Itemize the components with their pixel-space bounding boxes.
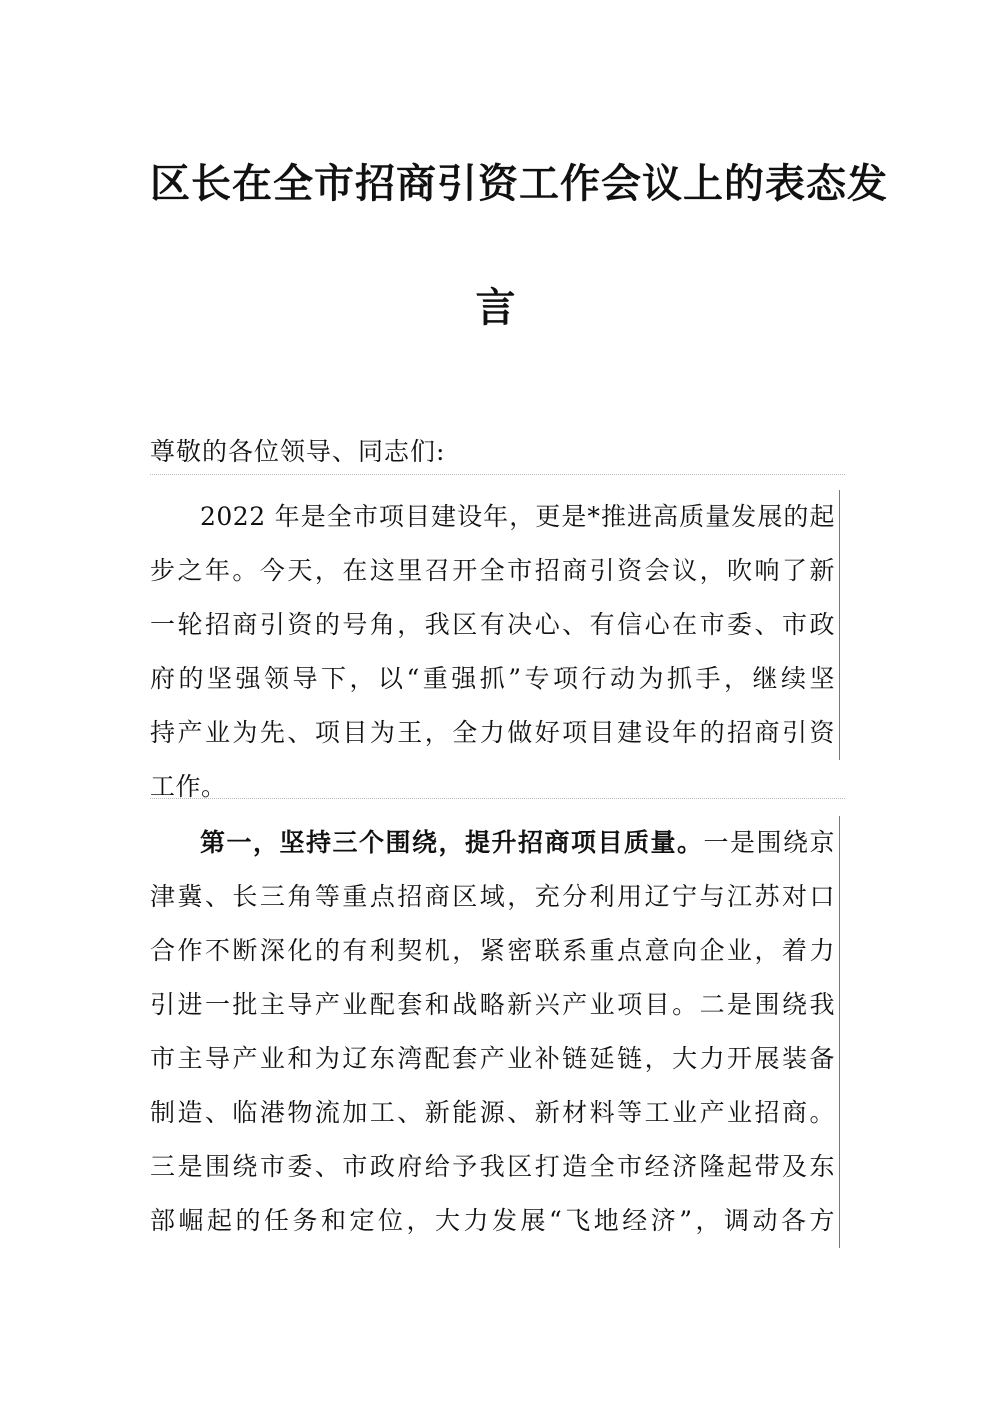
paragraph-1-line: 2022 年是全市项目建设年，更是*推进高质量发展的起 <box>150 490 840 544</box>
paragraph-1-line: 一轮招商引资的号角，我区有决心、有信心在市委、市政 <box>150 598 840 652</box>
paragraph-2-line: 津冀、长三角等重点招商区域，充分利用辽宁与江苏对口 <box>150 870 840 924</box>
document-title-line-1: 区长在全市招商引资工作会议上的表态发 <box>150 160 888 207</box>
paragraph-2-line: 制造、临港物流加工、新能源、新材料等工业产业招商。 <box>150 1086 840 1140</box>
paragraph-2-line: 合作不断深化的有利契机，紧密联系重点意向企业，着力 <box>150 924 840 978</box>
document-title-line-2: 言 <box>475 284 517 331</box>
paragraph-2-line: 市主导产业和为辽东湾配套产业补链延链，大力开展装备 <box>150 1032 840 1086</box>
paragraph-top-rule <box>150 474 845 475</box>
paragraph-2-line: 引进一批主导产业配套和战略新兴产业项目。二是围绕我 <box>150 978 840 1032</box>
paragraph-1-line: 工作。 <box>150 772 227 801</box>
section-heading: 第一，坚持三个围绕，提升招商项目质量。 <box>200 828 704 857</box>
paragraph-1-line: 步之年。今天，在这里召开全市招商引资会议，吹响了新 <box>150 544 840 598</box>
paragraph-2-line: 部崛起的任务和定位，大力发展“飞地经济”，调动各方 <box>150 1194 840 1248</box>
paragraph-1-line: 持产业为先、项目为王，全力做好项目建设年的招商引资 <box>150 706 840 760</box>
paragraph-2-first-line <box>150 816 840 870</box>
paragraph-2 <box>150 816 840 1248</box>
paragraph-2-first-line-text: 一是围绕京 <box>703 828 835 857</box>
paragraph-2-line: 三是围绕市委、市政府给予我区打造全市经济隆起带及东 <box>150 1140 840 1194</box>
paragraph-1-line: 府的坚强领导下，以“重强抓”专项行动为抓手，继续坚 <box>150 652 840 706</box>
paragraph-1 <box>150 490 840 814</box>
paragraph-bottom-rule <box>150 798 845 799</box>
salutation: 尊敬的各位领导、同志们: <box>150 437 446 466</box>
